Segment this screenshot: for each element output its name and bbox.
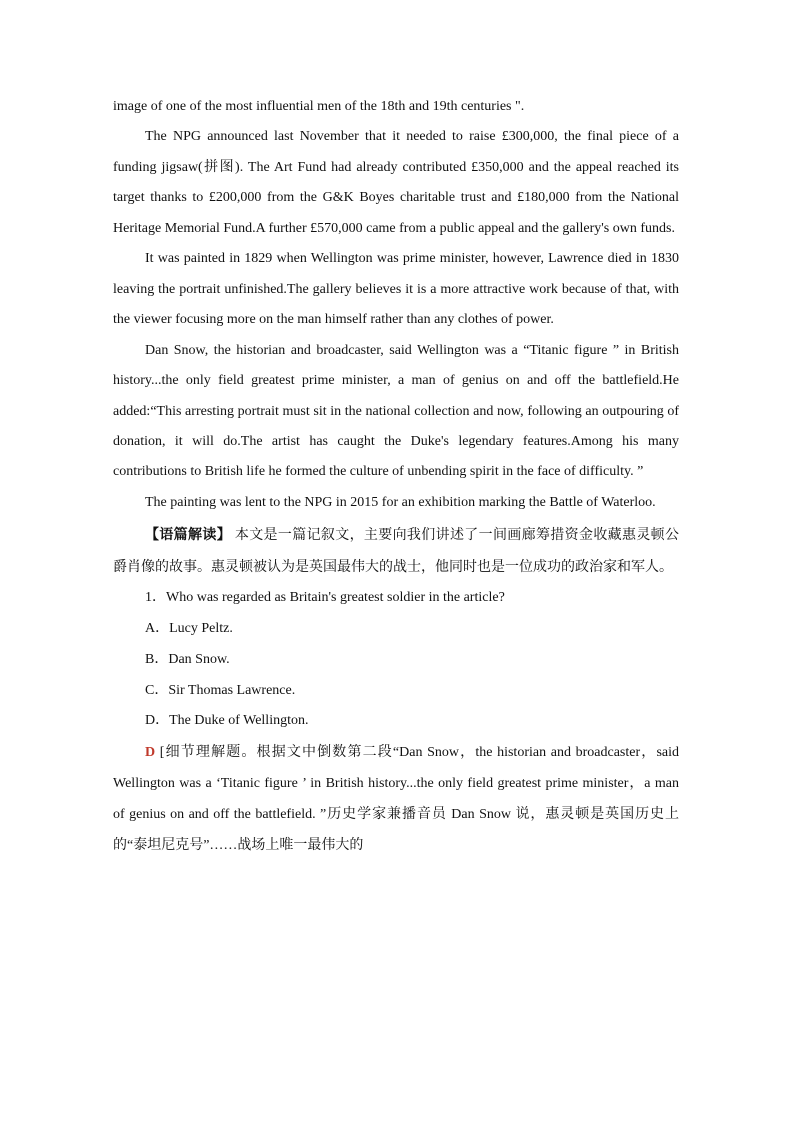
option-b: B．Dan Snow.: [145, 651, 230, 667]
option-c: C．Sir Thomas Lawrence.: [145, 682, 296, 698]
passage-paragraph-5: The painting was lent to the NPG in 2015 for an exhibition marking the Battle of Waterloo.: [145, 494, 656, 510]
option-d: D．The Duke of Wellington.: [145, 713, 309, 729]
passage-paragraph-3: It was painted in 1829 when Wellington was prime minister, however, Lawrence died in 1830 leaving the portrait unfinished.The gallery believes it is a more attractive work because of that, with the viewer focusing more on the man himself rather than any clothes of power.: [113, 251, 679, 328]
document-page: [113, 92, 679, 861]
passage-paragraph-2: The NPG announced last November that it needed to raise £300,000, the final piece of a funding jigsaw(拼图). The Art Fund had already contributed £350,000 and the appeal reached its target thanks to £200,000 from the G&K Boyes charitable trust and £180,000 from the National Heritage Memorial Fund.A further £570,000 came from a public appeal and the gallery's own funds.: [113, 129, 679, 236]
option-a: A．Lucy Peltz.: [145, 621, 233, 637]
analysis-block: [113, 520, 679, 583]
analysis-text: 本文是一篇记叙文，主要向我们讲述了一间画廊筹措资金收藏惠灵顿公爵肖像的故事。惠灵顿被认为是英国最伟大的战士，他同时也是一位成功的政治家和军人。: [113, 528, 680, 575]
passage-paragraph-1: image of one of the most influential men of the 18th and 19th centuries ".: [113, 99, 525, 114]
passage-paragraph-4: Dan Snow, the historian and broadcaster, said Wellington was a “Titanic figure ” in British history...the only field greatest prime minister, a man of genius on and off the battlefield.He added:“This arresting portrait must sit in the national collection and now, following an outpouring of donation, it will do.The artist has caught the Duke's legendary features.Among his many contributions to British life he formed the culture of unbending spirit in the face of difficulty. ”: [113, 342, 679, 480]
answer-letter: D: [145, 745, 156, 761]
answer-block: [113, 737, 679, 861]
analysis-heading: 【语篇解读】: [145, 528, 232, 544]
question-stem: 1．Who was regarded as Britain's greatest soldier in the article?: [145, 590, 505, 606]
answer-explanation: [细节理解题。根据文中倒数第二段“Dan Snow，the historian and broadcaster，said Wellington was a ‘Titanic figure ’ in British history...the only field greatest prime minister，a man of genius on and off the battlefield. ”历史学家兼播音员 Dan Snow 说，惠灵顿是英国历史上的“泰坦尼克号”……战场上唯一最伟大的: [113, 745, 679, 854]
